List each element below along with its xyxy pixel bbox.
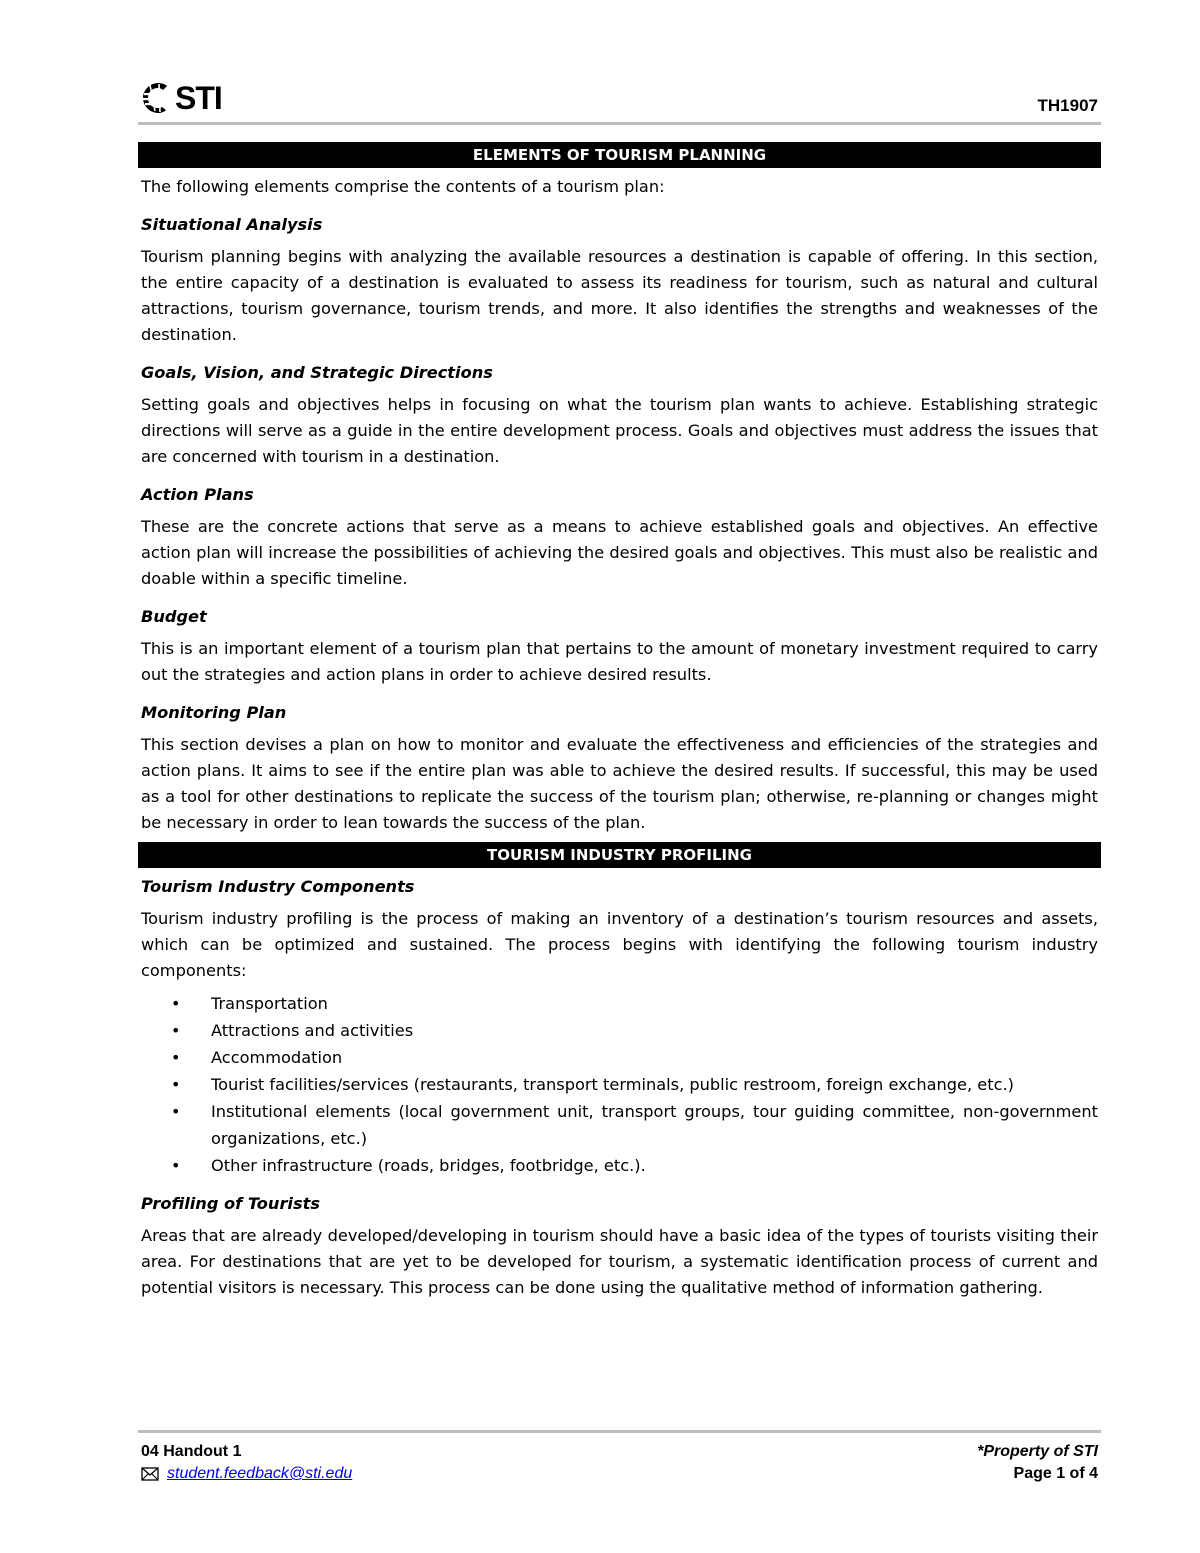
text-situational-analysis: Tourism planning begins with analyzing the available resources a destination is capable of offering. In this section, the entire capacity of a destination is evaluated to assess its readiness for tourism, such as natural and cultural attractions, tourism governance, tourism trends, and more. It also identifies the strengths and weaknesses of the destination. <box>141 247 1098 344</box>
heading-industry-components: Tourism Industry Components <box>141 877 415 896</box>
sti-logo <box>141 80 222 116</box>
property-label: *Property of STI <box>977 1443 1098 1460</box>
globe-logo-icon <box>141 81 175 115</box>
list-item: • Other infrastructure (roads, bridges, footbridge, etc.). <box>141 1152 1098 1179</box>
list-item: • Attractions and activities <box>141 1017 1098 1044</box>
envelope-icon <box>141 1467 159 1481</box>
text-action-plans: These are the concrete actions that serve as a means to achieve established goals and objectives. An effective action plan will increase the possibilities of achieving the desired goals and objectives. This must also be realistic and doable within a specific timeline. <box>141 517 1098 588</box>
feedback-email-link[interactable]: student.feedback@sti.edu <box>167 1465 353 1482</box>
handout-label: 04 Handout 1 <box>141 1443 242 1460</box>
footer-right <box>977 1441 1098 1485</box>
section-banner-profiling: TOURISM INDUSTRY PROFILING <box>138 842 1101 868</box>
heading-budget: Budget <box>141 607 207 626</box>
text-monitoring-plan: This section devises a plan on how to monitor and evaluate the effectiveness and efficiencies of the strategies and action plans. It aims to see if the entire plan was able to achieve the desired results. If successful, this may be used as a tool for other destinations to replicate the success of the tourism plan; otherwise, re-planning or changes might be necessary in order to lean towards the success of the plan. <box>141 735 1098 832</box>
list-item: • Tourist facilities/services (restaurants, transport terminals, public restroom, foreign exchange, etc.) <box>141 1071 1098 1098</box>
text-goals-vision: Setting goals and objectives helps in focusing on what the tourism plan wants to achieve. Establishing strategic directions will serve as a guide in the entire development process. Goals and objectives must address the issues that are concerned with tourism in a destination. <box>141 395 1098 466</box>
document-body <box>141 142 1098 1301</box>
list-item: • Transportation <box>141 990 1098 1017</box>
heading-monitoring-plan: Monitoring Plan <box>141 703 287 722</box>
heading-action-plans: Action Plans <box>141 485 254 504</box>
components-list <box>141 990 1098 1179</box>
feedback-email-row <box>141 1463 352 1485</box>
document-code: TH1907 <box>1037 96 1098 115</box>
section-banner-planning: ELEMENTS OF TOURISM PLANNING <box>138 142 1101 168</box>
logo-wordmark: STI <box>175 80 222 116</box>
heading-profiling-tourists: Profiling of Tourists <box>141 1194 320 1213</box>
list-item: • Institutional elements (local government unit, transport groups, tour guiding committee, non-government organizations, etc.) <box>141 1098 1098 1152</box>
page-number: Page 1 of 4 <box>1013 1465 1098 1482</box>
text-profiling-tourists: Areas that are already developed/developing in tourism should have a basic idea of the types of tourists visiting their area. For destinations that are yet to be developed for tourism, a systematic identification process of current and potential visitors is necessary. This process can be done using the qualitative method of information gathering. <box>141 1226 1098 1297</box>
text-budget: This is an important element of a tourism plan that pertains to the amount of monetary investment required to carry out the strategies and action plans in order to achieve desired results. <box>141 639 1098 684</box>
footer-left <box>141 1441 352 1485</box>
list-item: • Accommodation <box>141 1044 1098 1071</box>
footer-divider <box>138 1430 1101 1433</box>
heading-situational-analysis: Situational Analysis <box>141 215 323 234</box>
planning-intro: The following elements comprise the contents of a tourism plan: <box>141 177 665 196</box>
text-industry-components: Tourism industry profiling is the process of making an inventory of a destination’s tourism resources and assets, which can be optimized and sustained. The process begins with identifying the following tourism industry components: <box>141 909 1098 980</box>
heading-goals-vision: Goals, Vision, and Strategic Directions <box>141 363 493 382</box>
header-divider <box>138 122 1101 125</box>
